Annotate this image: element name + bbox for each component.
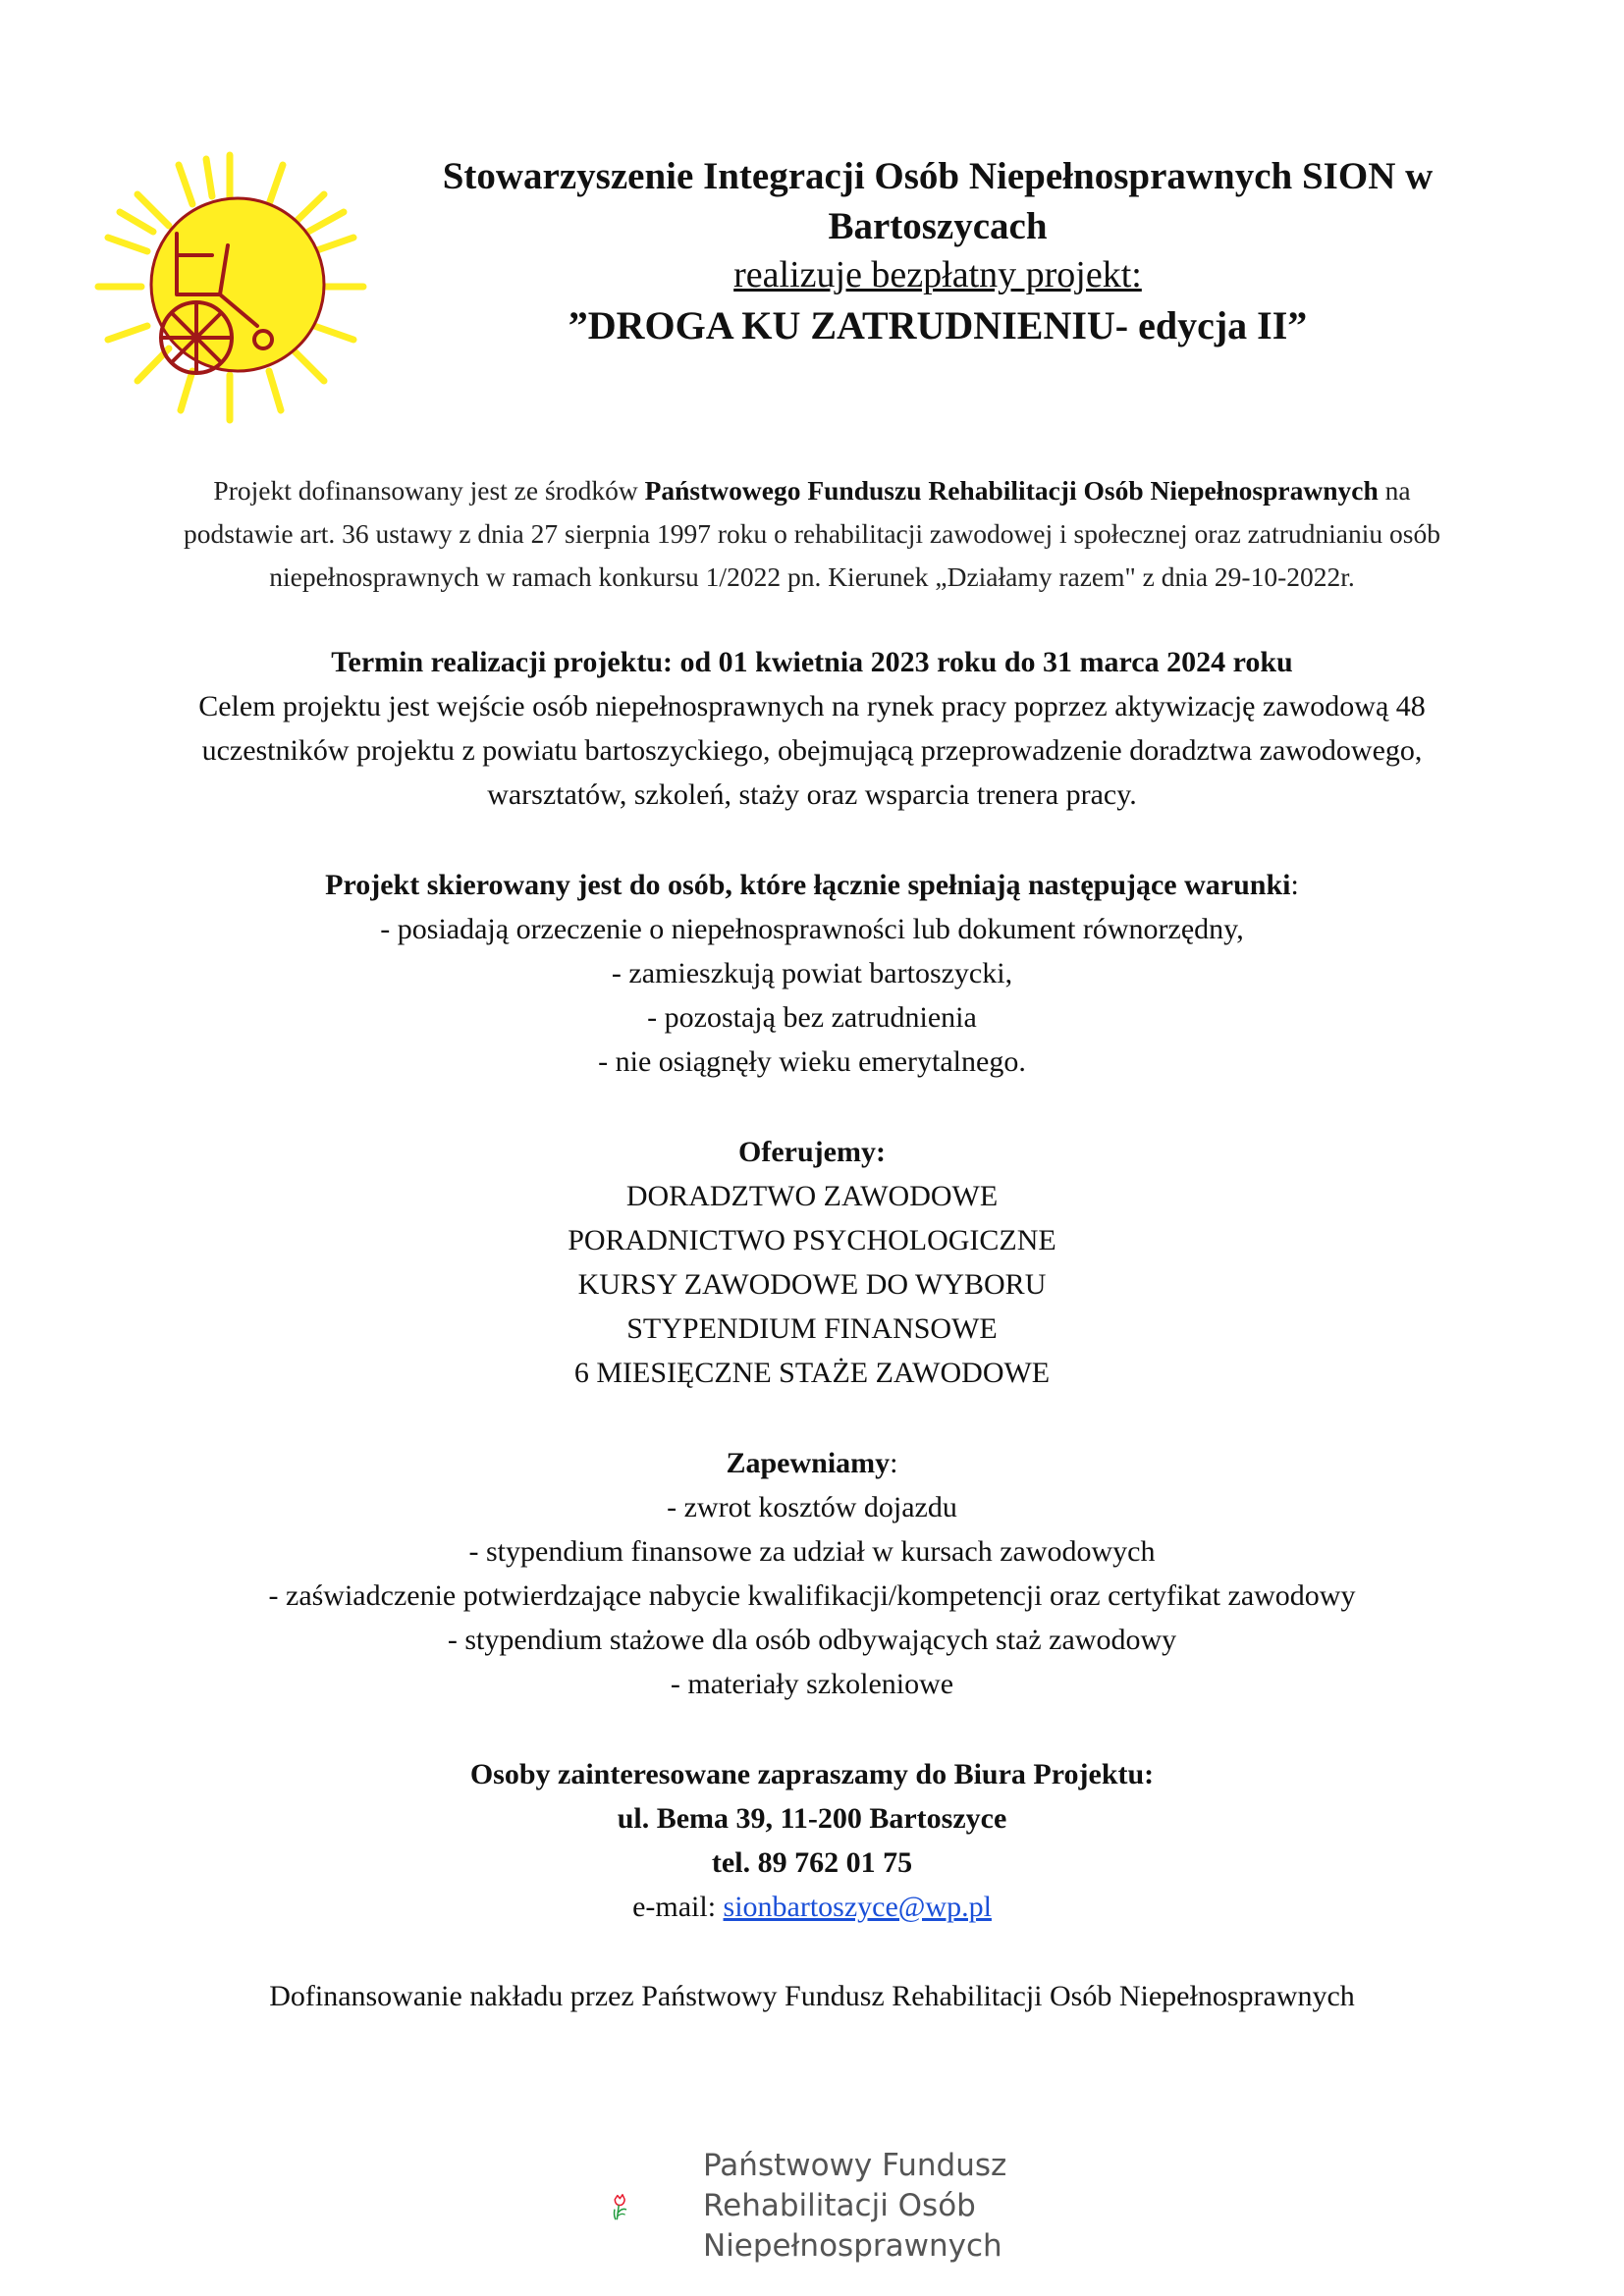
condition-item: - zamieszkują powiat bartoszycki,: [611, 957, 1013, 989]
provide-item: - stypendium finansowe za udział w kursach zawodowych: [468, 1535, 1156, 1568]
provide-item: - zaświadczenie potwierdzające nabycie kwalifikacji/kompetencji oraz certyfikat zawodowy: [268, 1579, 1356, 1612]
term-line1: Celem projektu jest wejście osób niepełnosprawnych na rynek pracy poprzez aktywizację zawodową 48: [198, 690, 1426, 722]
document-body: [98, 469, 1526, 2018]
term-line2: uczestników projektu z powiatu bartoszyckiego, obejmującą przeprowadzenie doradztwa zawodowego,: [201, 734, 1423, 767]
offer-item: PORADNICTWO PSYCHOLOGICZNE: [568, 1224, 1056, 1256]
header: [373, 152, 1502, 351]
pfron-logo-line1: Państwowy Fundusz: [703, 2148, 1007, 2183]
funding-line2: podstawie art. 36 ustawy z dnia 27 sierpnia 1997 roku o rehabilitacji zawodowej i społecznej oraz zatrudnianiu osób: [184, 518, 1440, 549]
term-heading: Termin realizacji projektu: od 01 kwietnia 2023 roku do 31 marca 2024 roku: [331, 646, 1293, 678]
contact-address: ul. Bema 39, 11-200 Bartoszyce: [617, 1802, 1007, 1835]
provide-item: - materiały szkoleniowe: [670, 1668, 954, 1700]
offer-item: KURSY ZAWODOWE DO WYBORU: [577, 1268, 1047, 1301]
footer-note: Dofinansowanie nakładu przez Państwowy Fundusz Rehabilitacji Osób Niepełnosprawnych: [269, 1980, 1355, 2012]
funding-line3: niepełnosprawnych w ramach konkursu 1/2022 pn. Kierunek „Działamy razem" z dnia 29-10-2022r.: [269, 561, 1355, 592]
project-title: ”DROGA KU ZATRUDNIENIU- edycja II”: [568, 302, 1308, 347]
conditions-heading: Projekt skierowany jest do osób, które łącznie spełniają następujące warunki: [325, 869, 1291, 901]
provide-item: - stypendium stażowe dla osób odbywających staż zawodowy: [447, 1624, 1177, 1656]
email-label: e-mail:: [632, 1891, 724, 1923]
contact-invite: Osoby zainteresowane zapraszamy do Biura Projektu:: [469, 1758, 1155, 1790]
organization-name-line2: Bartoszycach: [828, 204, 1048, 247]
condition-item: - pozostają bez zatrudnienia: [647, 1001, 977, 1034]
offer-item: 6 MIESIĘCZNE STAŻE ZAWODOWE: [573, 1357, 1051, 1389]
condition-item: - nie osiągnęły wieku emerytalnego.: [598, 1045, 1026, 1078]
provide-heading-suffix: :: [890, 1447, 898, 1479]
organization-name-line1: Stowarzyszenie Integracji Osób Niepełnosprawnych SION w: [442, 155, 1434, 197]
provide-item: - zwrot kosztów dojazdu: [667, 1491, 957, 1523]
email-link[interactable]: sionbartoszyce@wp.pl: [723, 1891, 992, 1923]
term-section: [98, 640, 1526, 817]
header-subtitle: realizuje bezpłatny projekt:: [733, 254, 1142, 296]
funding-suffix: na: [1378, 475, 1411, 506]
term-line3: warsztatów, szkoleń, staży oraz wsparcia trenera pracy.: [487, 778, 1137, 811]
fund-name: Państwowego Funduszu Rehabilitacji Osób Niepełnosprawnych: [644, 475, 1379, 506]
provide-heading: Zapewniamy: [726, 1447, 891, 1479]
offer-item: DORADZTWO ZAWODOWE: [625, 1180, 999, 1212]
provide-section: [98, 1441, 1526, 1706]
pfron-logo-line3: Niepełnosprawnych: [703, 2228, 1002, 2265]
funding-paragraph: [98, 469, 1526, 599]
funding-line1: [98, 469, 1526, 512]
conditions-heading-line: [98, 863, 1526, 907]
pfron-logo-text: [703, 2146, 1006, 2268]
funding-prefix: Projekt dofinansowany jest ze środków: [213, 475, 645, 506]
condition-item: - posiadają orzeczenie o niepełnosprawności lub dokument równorzędny,: [380, 913, 1244, 945]
contact-phone: tel. 89 762 01 75: [711, 1846, 913, 1879]
provide-heading-line: [98, 1441, 1526, 1485]
conditions-heading-suffix: :: [1290, 869, 1299, 901]
contact-section: [98, 1752, 1526, 1929]
pfron-tulip-logo-icon: [611, 2143, 699, 2270]
pfron-logo-line2: Rehabilitacji Osób: [703, 2188, 976, 2224]
sion-logo-sun-wheelchair-icon: [90, 147, 370, 427]
offer-section: [98, 1130, 1526, 1395]
footer-note-section: [98, 1974, 1526, 2018]
contact-email-line: [98, 1885, 1526, 1929]
offer-item: STYPENDIUM FINANSOWE: [626, 1312, 998, 1345]
conditions-section: [98, 863, 1526, 1084]
offer-heading: Oferujemy:: [738, 1136, 886, 1168]
